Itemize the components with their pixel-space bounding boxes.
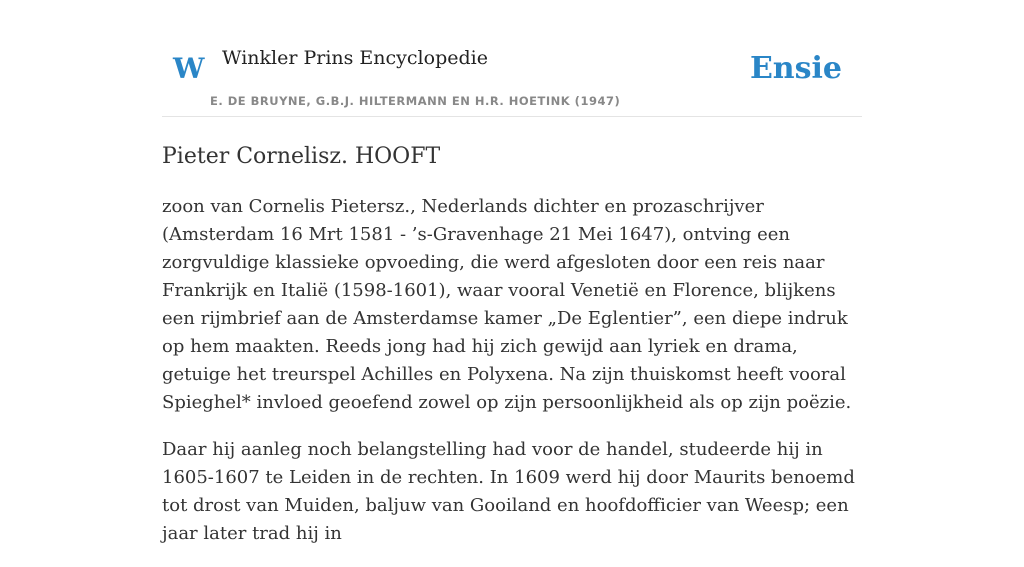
paragraph-2: Daar hij aanleg noch belangstelling had voor de handel, studeerde hij in 1605-1607 te Leiden in de rechten. In 1609 werd hij door Maurits benoemd tot drost van Muiden, baljuw van Gooiland en hoofdofficier van Weesp; een jaar later trad hij in — [162, 439, 855, 544]
article-title: Pieter Cornelisz. HOOFT — [162, 144, 441, 169]
page — [162, 0, 862, 567]
w-logo-icon[interactable]: W — [173, 52, 205, 85]
site-title[interactable]: Winkler Prins Encyclopedie — [222, 47, 488, 69]
site-header — [162, 0, 862, 117]
authors-line: E. DE BRUYNE, G.B.J. HILTERMANN EN H.R. HOETINK (1947) — [210, 94, 621, 108]
paragraph-1: zoon van Cornelis Pietersz., Nederlands dichter en prozaschrijver (Amsterdam 16 Mrt 1581 - ’s-Gravenhage 21 Mei 1647), ontving een zorgvuldige klassieke opvoeding, die werd afgesloten door een reis naar Frankrijk en Italië (1598-1601), waar vooral Venetië en Florence, blijkens een rijmbrief aan de Amsterdamse kamer „De Eglentier”, een diepe indruk op hem maakten. Reeds jong had hij zich gewijd aan lyriek en drama, getuige het treurspel Achilles en Polyxena. Na zijn thuiskomst heeft vooral Spieghel* invloed geoefend zowel op zijn persoonlijkheid als op zijn poëzie. — [162, 196, 852, 413]
ensie-logo-link[interactable]: Ensie — [749, 51, 842, 86]
article-body — [162, 193, 862, 548]
